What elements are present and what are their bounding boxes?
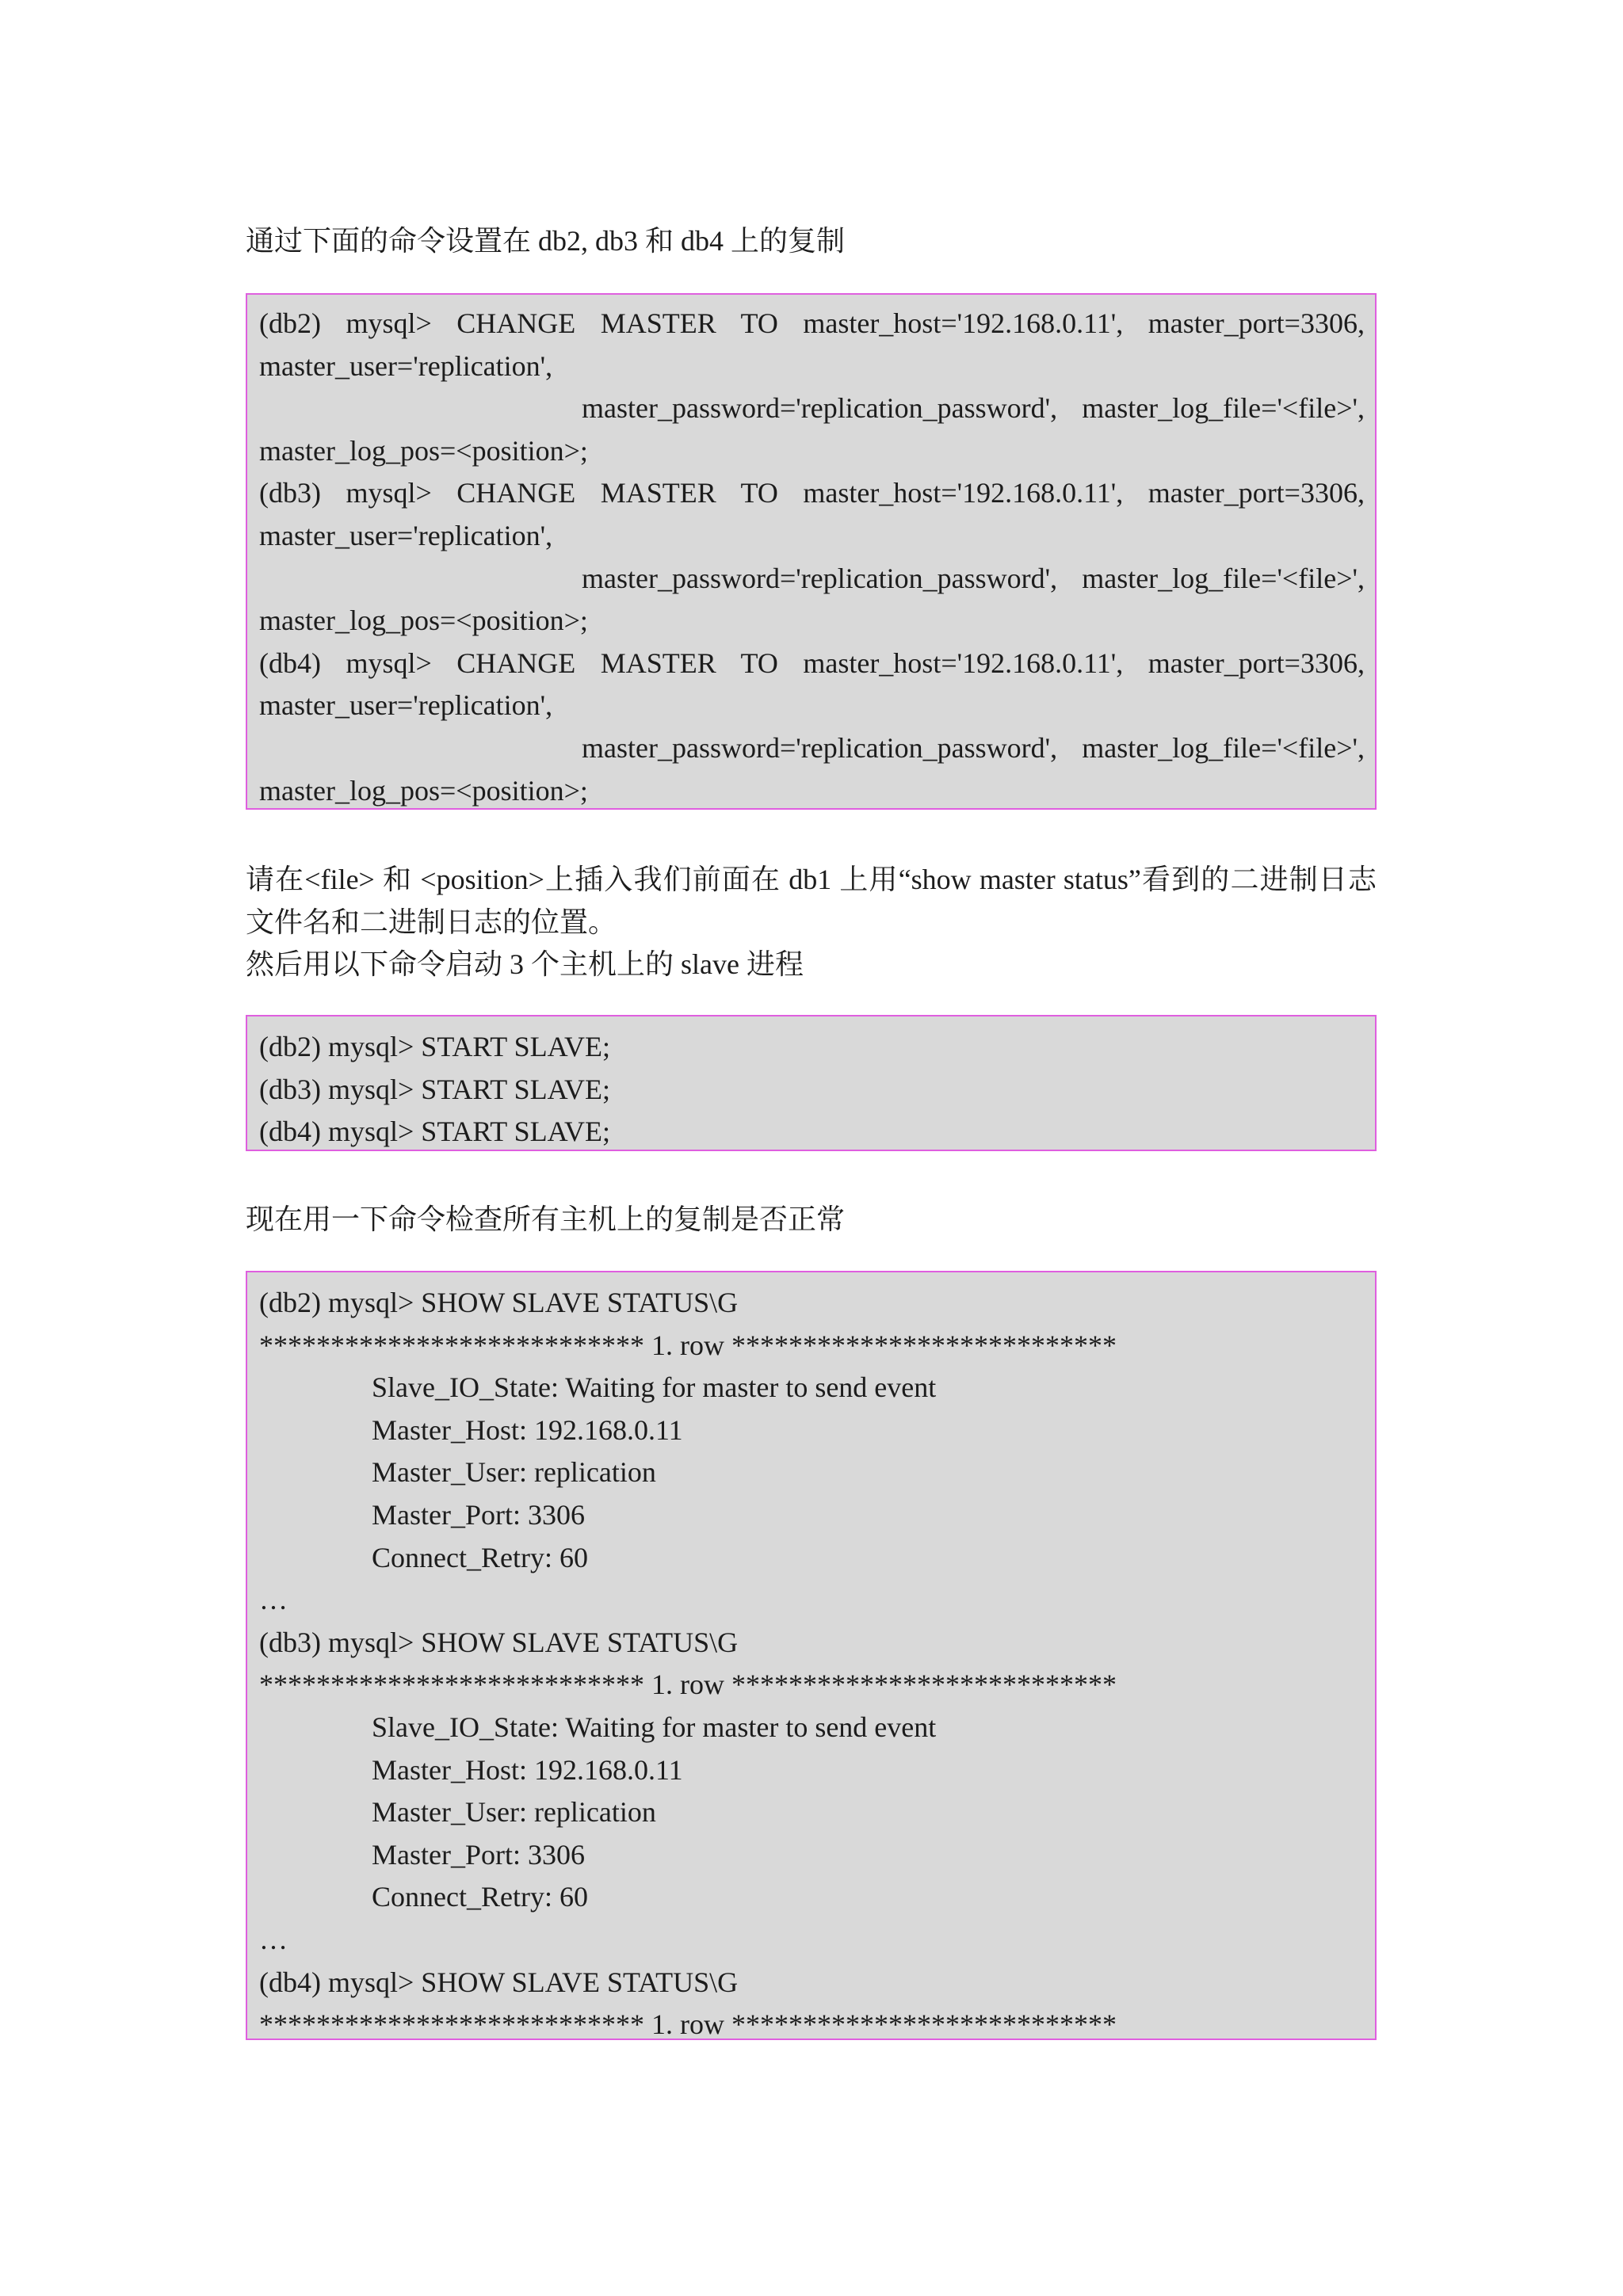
status-field: Master_Host: 192.168.0.11 xyxy=(372,1753,683,1786)
ellipsis: … xyxy=(259,1584,288,1616)
paragraph-line: 文件名和二进制日志的位置。 xyxy=(246,906,617,938)
code-line: (db3) mysql> CHANGE MASTER TO master_host='192.168.0.11', master_port=3306, xyxy=(259,477,1365,509)
code-block-start-slave xyxy=(246,1015,1377,1151)
row-separator: *************************** 1. row *************************** xyxy=(259,2008,1117,2041)
paragraph-line: 请在<file> 和 <position>上插入我们前面在 db1 上用“show master status”看到的二进制日志 xyxy=(246,864,1377,895)
code-block-change-master xyxy=(246,293,1377,810)
status-field: Connect_Retry: 60 xyxy=(372,1541,588,1573)
status-field: Master_Port: 3306 xyxy=(372,1838,585,1871)
code-line: (db4) mysql> CHANGE MASTER TO master_host='192.168.0.11', master_port=3306, xyxy=(259,646,1365,679)
code-block-show-slave-status xyxy=(246,1271,1377,2040)
intro-paragraph xyxy=(246,220,1377,263)
instructions-paragraph xyxy=(246,859,1377,986)
code-line: master_user='replication', xyxy=(259,689,553,722)
code-line: master_log_pos=<position>; xyxy=(259,774,588,807)
status-field: Master_Port: 3306 xyxy=(372,1498,585,1531)
check-paragraph xyxy=(246,1199,1377,1241)
code-line: master_password='replication_password', master_log_file='<file>', xyxy=(582,392,1365,425)
code-line: master_password='replication_password', master_log_file='<file>', xyxy=(582,562,1365,594)
code-line: (db4) mysql> SHOW SLAVE STATUS\G xyxy=(259,1966,739,1998)
code-line: master_password='replication_password', master_log_file='<file>', xyxy=(582,731,1365,764)
status-field: Connect_Retry: 60 xyxy=(372,1881,588,1913)
status-field: Master_Host: 192.168.0.11 xyxy=(372,1413,683,1446)
row-separator: *************************** 1. row *************************** xyxy=(259,1669,1117,1701)
intro-text: 通过下面的命令设置在 db2, db3 和 db4 上的复制 xyxy=(246,225,846,257)
code-line: (db2) mysql> SHOW SLAVE STATUS\G xyxy=(259,1287,739,1318)
code-line: (db4) mysql> START SLAVE; xyxy=(259,1116,610,1148)
row-separator: *************************** 1. row *************************** xyxy=(259,1329,1117,1361)
code-line: master_log_pos=<position>; xyxy=(259,605,588,637)
code-line: master_user='replication', xyxy=(259,349,553,382)
ellipsis: … xyxy=(259,1923,288,1955)
code-line: master_log_pos=<position>; xyxy=(259,434,588,467)
status-field: Master_User: replication xyxy=(372,1456,656,1489)
code-line: (db3) mysql> START SLAVE; xyxy=(259,1073,610,1105)
paragraph-line: 然后用以下命令启动 3 个主机上的 slave 进程 xyxy=(246,948,804,981)
status-field: Slave_IO_State: Waiting for master to send event xyxy=(372,1711,937,1743)
status-field: Slave_IO_State: Waiting for master to send event xyxy=(372,1371,937,1404)
code-line: (db2) mysql> START SLAVE; xyxy=(259,1031,610,1062)
code-line: (db2) mysql> CHANGE MASTER TO master_host='192.168.0.11', master_port=3306, xyxy=(259,307,1365,339)
status-field: Master_User: replication xyxy=(372,1796,656,1829)
code-line: (db3) mysql> SHOW SLAVE STATUS\G xyxy=(259,1626,739,1658)
check-text: 现在用一下命令检查所有主机上的复制是否正常 xyxy=(246,1203,846,1235)
code-line: master_user='replication', xyxy=(259,519,553,551)
